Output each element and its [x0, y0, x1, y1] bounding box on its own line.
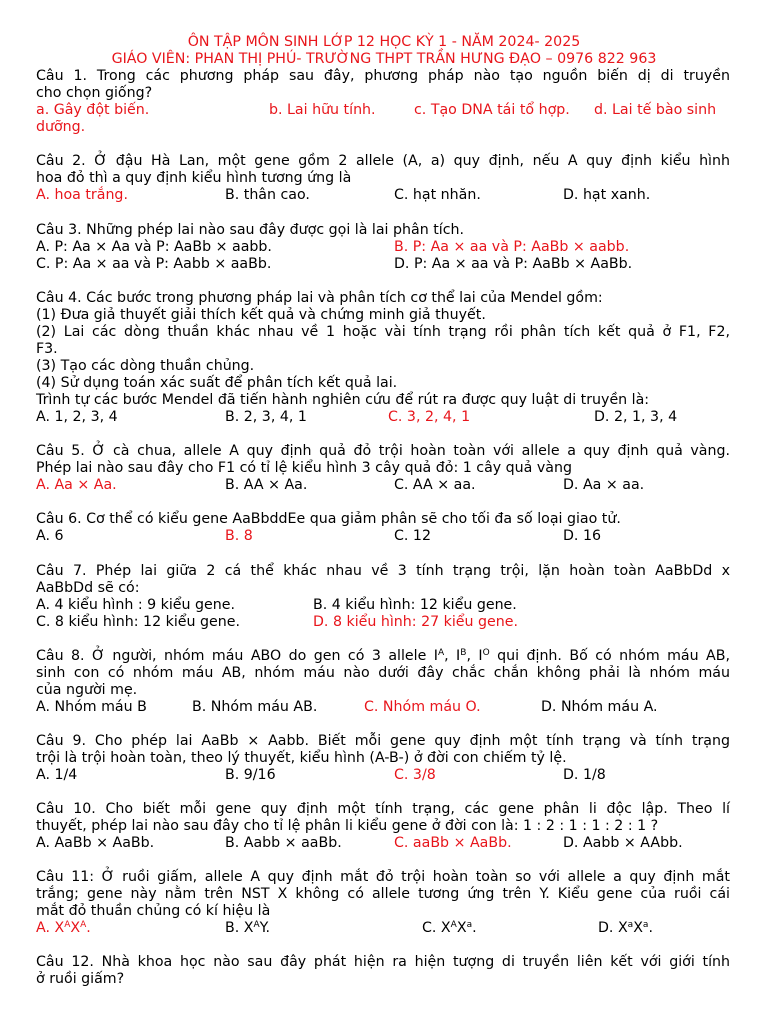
- q11-a-text: A. X: [36, 920, 65, 936]
- q11-option-c: [422, 920, 477, 936]
- q3-option-d: D. P: Aa × aa và P: AaBb × AaBb.: [394, 256, 633, 272]
- q5-option-a: A. Aa × Aa.: [36, 477, 117, 493]
- q11-c-sup: a: [466, 920, 473, 930]
- q8-stem-text: Câu 8. Ở người, nhóm máu ABO do gen có 3 allele I: [36, 648, 438, 664]
- q11-stem-line3: mắt đỏ thuần chủng có kí hiệu là: [36, 903, 271, 919]
- q8-option-c: C. Nhóm máu O.: [364, 699, 481, 715]
- q4-step-3: (3) Tạo các dòng thuần chủng.: [36, 358, 255, 374]
- q8-allele-o-sup: O: [482, 648, 490, 658]
- q4-step-4: (4) Sử dụng toán xác suất để phân tích kết quả lai.: [36, 375, 398, 391]
- q8-stem-line2: sinh con có nhóm máu AB, nhóm máu nào dưới đây chắc chắn không phải là nhóm máu: [36, 665, 730, 681]
- q11-c-sup: A: [450, 920, 457, 930]
- q2-stem-line2: hoa đỏ thì a quy định kiểu hình tương ứng là: [36, 170, 352, 186]
- q11-c-text: .: [472, 920, 477, 936]
- q3-option-b: B. P: Aa × aa và P: AaBb × aabb.: [394, 239, 630, 255]
- q2-option-d: D. hạt xanh.: [563, 187, 651, 203]
- q4-option-d: D. 2, 1, 3, 4: [594, 409, 678, 425]
- q5-stem-line1: Câu 5. Ở cà chua, allele A quy định quả đỏ trội hoàn toàn với allele a quy định quả vàng.: [36, 443, 730, 459]
- q11-a-text: X: [70, 920, 81, 936]
- q5-option-c: C. AA × aa.: [394, 477, 476, 493]
- q11-b-sup: A: [253, 920, 260, 930]
- q11-d-text: D. X: [598, 920, 628, 936]
- q4-step-2: (2) Lai các dòng thuần khác nhau về 1 hoặc vài tính trạng rồi phân tích kết quả ở F1, F2,: [36, 324, 730, 340]
- q4-step-1: (1) Đưa giả thuyết giải thích kết quả và chứng minh giả thuyết.: [36, 307, 486, 323]
- q11-b-text: B. X: [225, 920, 254, 936]
- q6-option-a: A. 6: [36, 528, 64, 544]
- header-teacher: GIÁO VIÊN: PHAN THỊ PHÚ- TRƯỜNG THPT TRẦN HƯNG ĐẠO – 0976 822 963: [111, 51, 657, 67]
- q11-a-sup: A: [80, 920, 87, 930]
- q9-option-d: D. 1/8: [563, 767, 606, 783]
- q7-option-d: D. 8 kiểu hình: 27 kiểu gene.: [313, 614, 518, 630]
- q2-option-b: B. thân cao.: [225, 187, 310, 203]
- q11-d-text: .: [648, 920, 653, 936]
- q2-option-a: A. hoa trắng.: [36, 187, 128, 203]
- q8-option-a: A. Nhóm máu B: [36, 699, 147, 715]
- q9-stem-line2: trội là trội hoàn toàn, theo lý thuyết, kiểu hình (A-B-) ở đời con chiếm tỷ lệ.: [36, 750, 567, 766]
- q4-step-2-cont: F3.: [36, 341, 58, 357]
- q11-a-sup: A: [64, 920, 71, 930]
- q7-stem-line1: Câu 7. Phép lai giữa 2 cá thể khác nhau về 3 tính trạng trội, lặn hoàn toàn AaBbDd x: [36, 563, 730, 579]
- q11-d-sup: a: [642, 920, 649, 930]
- q5-option-d: D. Aa × aa.: [563, 477, 645, 493]
- q11-d-text: X: [633, 920, 643, 936]
- q12-stem-line2: ở ruồi giấm?: [36, 971, 125, 987]
- q1-option-d-cont: dưỡng.: [36, 119, 86, 135]
- q11-a-text: .: [86, 920, 91, 936]
- q8-sep: , I: [466, 648, 483, 664]
- q8-stem-line3: của người mẹ.: [36, 682, 138, 698]
- q1-option-c: c. Tạo DNA tái tổ hợp.: [414, 102, 570, 118]
- q9-option-c: C. 3/8: [394, 767, 436, 783]
- q9-stem-line1: Câu 9. Cho phép lai AaBb × Aabb. Biết mỗi gene quy định một tính trạng và tính trạng: [36, 733, 730, 749]
- q4-option-a: A. 1, 2, 3, 4: [36, 409, 118, 425]
- q4-stem-line2: Trình tự các bước Mendel đã tiến hành nghiên cứu để rút ra được quy luật di truyền là:: [36, 392, 650, 408]
- q7-option-a: A. 4 kiểu hình : 9 kiểu gene.: [36, 597, 236, 613]
- q5-option-b: B. AA × Aa.: [225, 477, 308, 493]
- q10-option-d: D. Aabb × AAbb.: [563, 835, 683, 851]
- q1-option-b: b. Lai hữu tính.: [269, 102, 376, 118]
- q7-stem-line2: AaBbDd sẽ có:: [36, 580, 140, 596]
- q1-option-a: a. Gây đột biến.: [36, 102, 150, 118]
- q8-stem-line1: [36, 648, 730, 664]
- q3-option-a: A. P: Aa × Aa và P: AaBb × aabb.: [36, 239, 272, 255]
- q11-c-text: C. X: [422, 920, 451, 936]
- q1-stem-line2: cho chọn giống?: [36, 85, 153, 101]
- q10-option-b: B. Aabb × aaBb.: [225, 835, 342, 851]
- q8-stem-text-end: qui định. Bố có nhóm máu AB,: [489, 648, 730, 664]
- q4-option-b: B. 2, 3, 4, 1: [225, 409, 307, 425]
- q6-option-c: C. 12: [394, 528, 431, 544]
- q1-stem-line1: Câu 1. Trong các phương pháp sau đây, phương pháp nào tạo nguồn biến dị di truyền: [36, 68, 730, 84]
- q6-stem: Câu 6. Cơ thể có kiểu gene AaBbddEe qua giảm phân sẽ cho tối đa số loại giao tử.: [36, 511, 621, 527]
- q11-option-a: [36, 920, 91, 936]
- q8-allele-a-sup: A: [437, 648, 445, 658]
- q6-option-b: B. 8: [225, 528, 253, 544]
- q10-option-a: A. AaBb × AaBb.: [36, 835, 155, 851]
- q11-option-b: [225, 920, 270, 936]
- q11-stem-line1: Câu 11: Ở ruồi giấm, allele A quy định mắt đỏ trội hoàn toàn so với allele a quy định mắt: [36, 869, 730, 885]
- q10-stem-line2: thuyết, phép lai nào sau đây cho tỉ lệ phân li kiểu gene ở đời con là: 1 : 2 : 1 : 1 : 2 : 1 ?: [36, 818, 659, 834]
- q9-option-b: B. 9/16: [225, 767, 276, 783]
- q2-option-c: C. hạt nhăn.: [394, 187, 481, 203]
- q11-option-d: [598, 920, 653, 936]
- q11-d-sup: a: [627, 920, 634, 930]
- q7-option-c: C. 8 kiểu hình: 12 kiểu gene.: [36, 614, 240, 630]
- q3-stem: Câu 3. Những phép lai nào sau đây được gọi là lai phân tích.: [36, 222, 465, 238]
- q11-c-text: X: [456, 920, 467, 936]
- q8-option-d: D. Nhóm máu A.: [541, 699, 658, 715]
- q8-sep: , I: [444, 648, 461, 664]
- q9-option-a: A. 1/4: [36, 767, 78, 783]
- q10-option-c: C. aaBb × AaBb.: [394, 835, 512, 851]
- q5-stem-line2: Phép lai nào sau đây cho F1 có tỉ lệ kiểu hình 3 cây quả đỏ: 1 cây quả vàng: [36, 460, 572, 476]
- q8-allele-b-sup: B: [460, 648, 467, 658]
- q4-option-c: C. 3, 2, 4, 1: [388, 409, 471, 425]
- q11-b-text: Y.: [259, 920, 270, 936]
- q8-option-b: B. Nhóm máu AB.: [192, 699, 318, 715]
- q4-stem-line1: Câu 4. Các bước trong phương pháp lai và phân tích cơ thể lai của Mendel gồm:: [36, 290, 603, 306]
- q6-option-d: D. 16: [563, 528, 601, 544]
- q3-option-c: C. P: Aa × aa và P: Aabb × aaBb.: [36, 256, 272, 272]
- q1-option-d: d. Lai tế bào sinh: [594, 102, 717, 118]
- q12-stem-line1: Câu 12. Nhà khoa học nào sau đây phát hiện ra hiện tượng di truyền liên kết với giới tính: [36, 954, 730, 970]
- q2-stem-line1: Câu 2. Ở đậu Hà Lan, một gene gồm 2 allele (A, a) quy định, nếu A quy định kiểu hình: [36, 153, 730, 169]
- q11-stem-line2: trắng; gene này nằm trên NST X không có allele tương ứng trên Y. Kiểu gene của ruồi cái: [36, 886, 730, 902]
- q10-stem-line1: Câu 10. Cho biết mỗi gene quy định một tính trạng, các gene phân li độc lập. Theo lí: [36, 801, 730, 817]
- header-title: ÔN TẬP MÔN SINH LỚP 12 HỌC KỲ 1 - NĂM 2024- 2025: [187, 34, 581, 50]
- q7-option-b: B. 4 kiểu hình: 12 kiểu gene.: [313, 597, 517, 613]
